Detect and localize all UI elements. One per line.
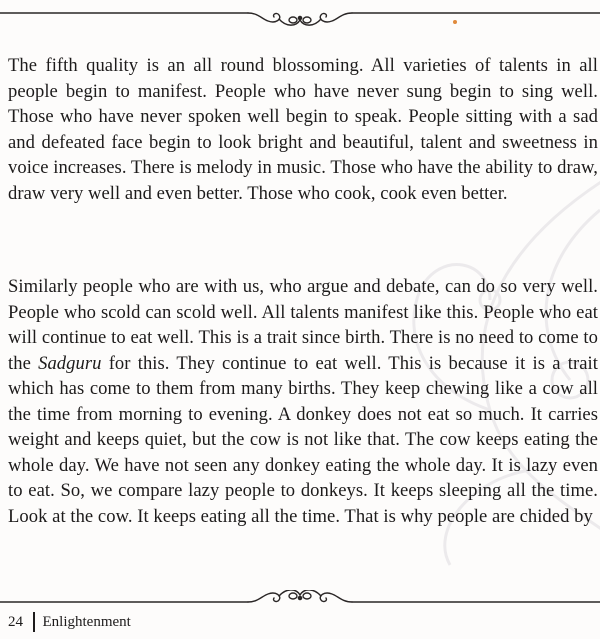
paragraph-fifth-quality: The fifth quality is an all round blossoming. All varieties of talents in all people begin to manifest. People who have never sung begin to sing well. Those who have never spoken well begin to speak. People sitting with a sad and defeated face begin to look bright and beautiful, talent and sweetness in voice increases. There is melody in music. Those who have the ability to draw, draw very well and even better. Those who cook, cook even better. — [8, 55, 598, 204]
paragraph-text: for this. They continue to eat well. This is because it is a trait which has come to them from many births. They keep chewing like a cow all the time from morning to evening. A donkey does not eat so much. It carries weight and keeps quiet, but the cow is not like that. The cow keeps eating the whole day. We have not seen any donkey eating the whole day. It is lazy even to eat. So, we compare lazy people to donkeys. It keeps sleeping all the time. Look at the cow. It keeps eating all the time. That is why people are chided by — [8, 352, 598, 527]
top-ornament-divider — [0, 11, 600, 31]
section-title: Enlightenment — [42, 614, 131, 630]
page-footer — [8, 612, 131, 632]
bottom-ornament-divider — [0, 590, 600, 610]
paragraph-talents-manifest — [8, 274, 598, 529]
sadguru-term: Sadguru — [38, 352, 102, 374]
paragraph-text: Similarly people who are with us, who argue and debate, can do so very well. People who scold can scold well. All talents manifest like this. People who eat will continue to eat well. This is a trait since birth. There is no need to come to the — [8, 276, 598, 374]
ink-speck — [453, 20, 457, 24]
footer-divider — [33, 612, 35, 632]
page-number: 24 — [8, 614, 23, 630]
